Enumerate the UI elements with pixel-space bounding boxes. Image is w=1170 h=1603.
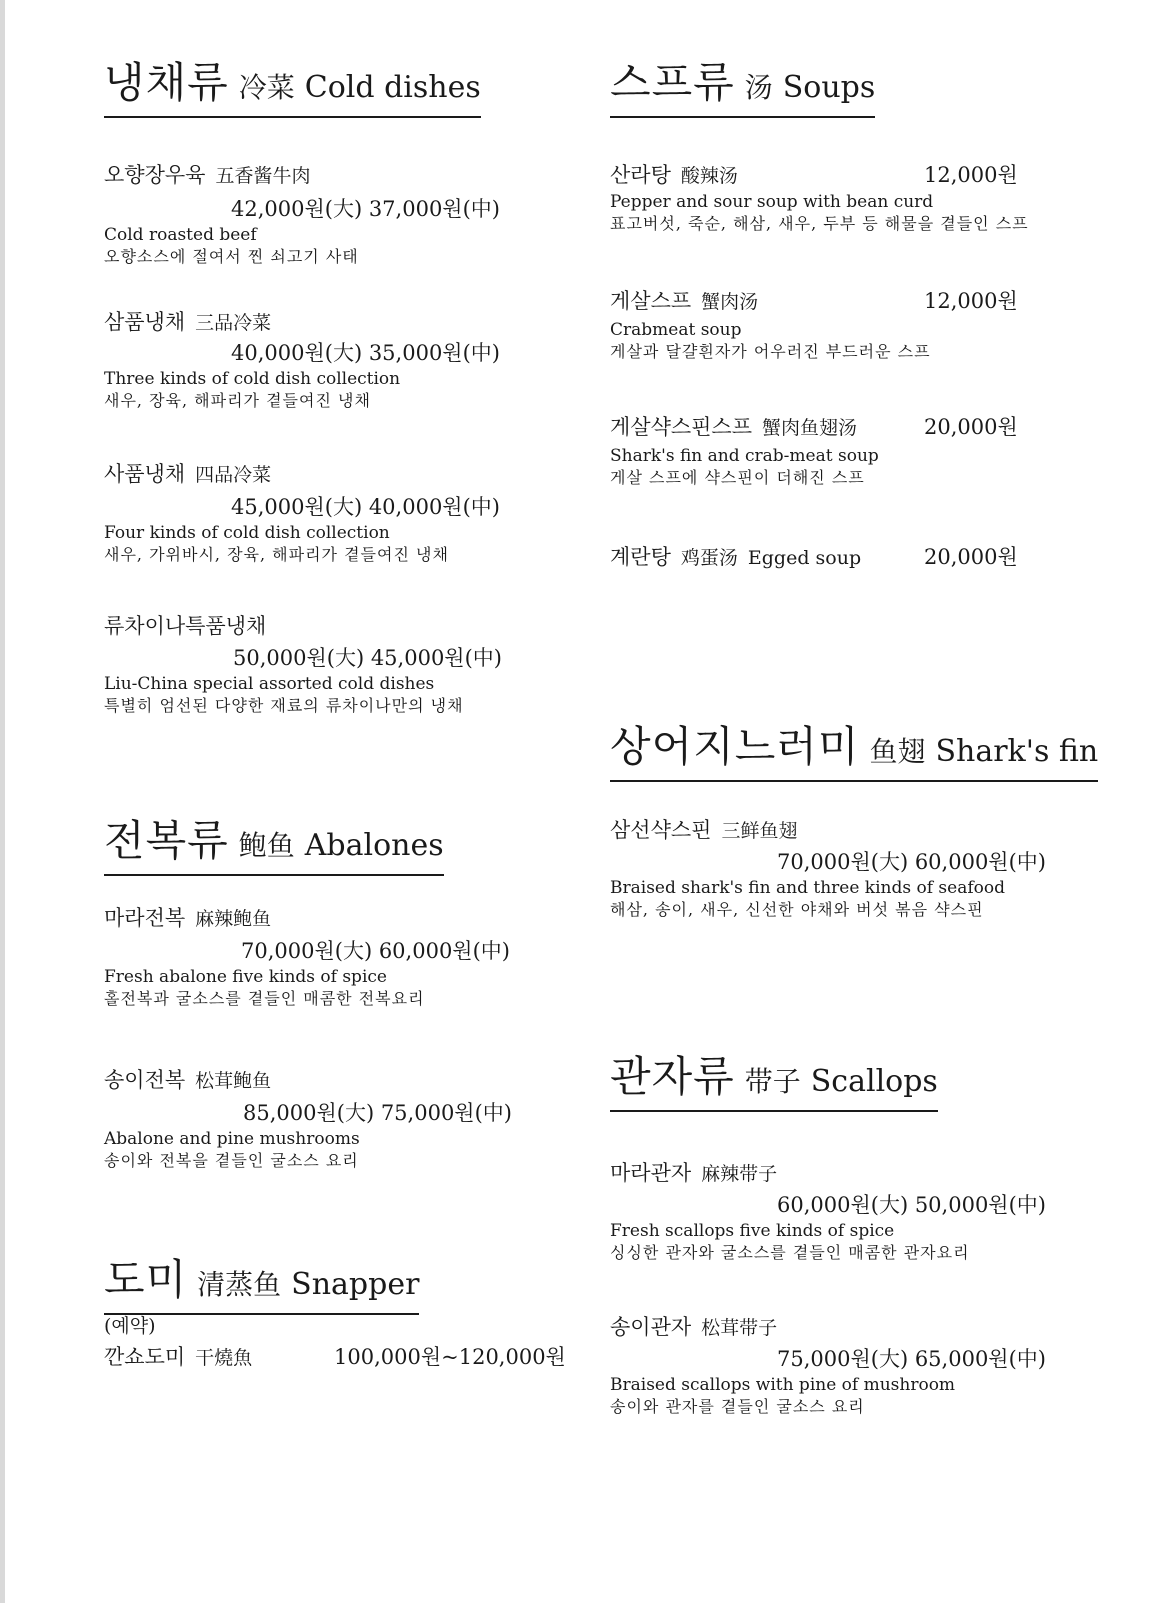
menu-item-pine-mushroom-scallops	[610, 1312, 1080, 1418]
section-sharks-fin	[610, 722, 1099, 782]
dish-name-ko: 오향장우육	[104, 163, 206, 187]
dish-description: 표고버섯, 죽순, 해삼, 새우, 두부 등 해물을 곁들인 스프	[610, 214, 1029, 233]
dish-name-zh: 酸辣汤	[680, 165, 738, 187]
dish-name-en: Cold roasted beef	[104, 225, 257, 245]
dish-description: 오향소스에 절여서 찐 쇠고기 사태	[104, 247, 359, 266]
dish-price: 20,000원	[924, 545, 1018, 569]
section-cold-dishes	[104, 60, 574, 118]
dish-name-en: Crabmeat soup	[610, 320, 742, 340]
dish-name-ko: 게살샥스핀스프	[610, 415, 753, 439]
dish-name-en: Liu-China special assorted cold dishes	[104, 674, 435, 694]
section-title: 냉채류 冷菜 Cold dishes	[104, 60, 481, 118]
page-left-edge	[0, 0, 5, 1603]
dish-price: 45,000원(大) 40,000원(中)	[231, 495, 500, 519]
dish-name-ko: 산라탕	[610, 163, 671, 187]
section-title: 전복류 鲍鱼 Abalones	[104, 818, 444, 876]
menu-item-sharkfin-crab-soup	[610, 412, 1080, 489]
dish-description: 게살과 달걀흰자가 어우러진 부드러운 스프	[610, 342, 931, 361]
dish-description: 홀전복과 굴소스를 곁들인 매콤한 전복요리	[104, 989, 425, 1008]
dish-price: 75,000원(大) 65,000원(中)	[777, 1347, 1046, 1371]
dish-name-ko: 게살스프	[610, 289, 692, 313]
dish-name-ko: 류차이나특품냉채	[104, 614, 267, 638]
dish-name-en: Abalone and pine mushrooms	[104, 1129, 360, 1149]
dish-name-zh: 五香酱牛肉	[215, 165, 311, 187]
dish-name-zh: 干燒魚	[195, 1347, 253, 1369]
dish-name-ko: 깐쇼도미	[104, 1345, 186, 1369]
dish-name-en: Pepper and sour soup with bean curd	[610, 192, 934, 212]
dish-name-zh: 三鲜鱼翅	[721, 820, 798, 842]
dish-name-ko: 삼선샥스핀	[610, 818, 712, 842]
menu-item-cold-roasted-beef	[104, 160, 574, 268]
menu-item-kkanshow-snapper	[104, 1342, 584, 1373]
section-title: 도미 清蒸鱼 Snapper	[104, 1257, 419, 1315]
dish-description: 해삼, 송이, 새우, 신선한 야채와 버섯 볶음 샥스핀	[610, 900, 984, 919]
dish-description: 새우, 장육, 해파리가 곁들여진 냉채	[104, 391, 371, 410]
menu-item-mara-scallops	[610, 1158, 1080, 1264]
section-abalones	[104, 818, 574, 876]
section-soups	[610, 60, 1080, 118]
menu-item-egg-soup	[610, 542, 1080, 573]
dish-price: 12,000원	[924, 289, 1018, 313]
dish-name-zh: 蟹肉鱼翅汤	[762, 417, 858, 439]
dish-name-ko: 계란탕	[610, 545, 671, 569]
snapper-reservation-note: (예약)	[104, 1315, 156, 1337]
dish-name-zh: 三品冷菜	[195, 312, 272, 334]
dish-description: 송이와 전복을 곁들인 굴소스 요리	[104, 1151, 359, 1170]
dish-price: 20,000원	[924, 415, 1018, 439]
dish-price: 40,000원(大) 35,000원(中)	[231, 341, 500, 365]
dish-name-en: Three kinds of cold dish collection	[104, 369, 401, 389]
section-title: 스프류 汤 Soups	[610, 60, 875, 118]
dish-name-zh: 麻辣鲍鱼	[195, 908, 272, 930]
dish-description: 새우, 가위바시, 장육, 해파리가 곁들여진 냉채	[104, 545, 449, 564]
dish-price: 60,000원(大) 50,000원(中)	[777, 1193, 1046, 1217]
dish-name-ko: 송이전복	[104, 1068, 186, 1092]
dish-price: 70,000원(大) 60,000원(中)	[777, 850, 1046, 874]
menu-item-mara-abalone	[104, 903, 574, 1010]
dish-name-zh: 蟹肉汤	[701, 291, 759, 313]
dish-description: 게살 스프에 샥스핀이 더해진 스프	[610, 468, 865, 487]
dish-name-en: Fresh abalone five kinds of spice	[104, 967, 387, 987]
dish-name-en: Braised shark's fin and three kinds of seafood	[610, 878, 1005, 898]
dish-name-ko: 마라전복	[104, 906, 186, 930]
dish-name-en: Braised scallops with pine of mushroom	[610, 1375, 956, 1395]
menu-item-three-delicacy-sharkfin	[610, 815, 1080, 921]
dish-name-zh: 四品冷菜	[195, 464, 272, 486]
dish-name-zh: 松茸鲍鱼	[195, 1070, 272, 1092]
menu-item-four-cold-dishes	[104, 459, 574, 566]
menu-item-liu-china-special	[104, 611, 574, 717]
section-snapper	[104, 1257, 574, 1315]
dish-name-zh: 松茸带子	[701, 1317, 778, 1339]
dish-description: 특별히 엄선된 다양한 재료의 류차이나만의 냉채	[104, 696, 464, 715]
dish-name-ko: 사품냉채	[104, 462, 186, 486]
menu-item-pine-mushroom-abalone	[104, 1065, 574, 1172]
menu-item-hot-sour-soup	[610, 160, 1080, 235]
dish-name-en: Shark's fin and crab-meat soup	[610, 446, 879, 466]
dish-price: 85,000원(大) 75,000원(中)	[243, 1101, 512, 1125]
menu-item-crabmeat-soup	[610, 286, 1080, 363]
dish-price: 50,000원(大) 45,000원(中)	[233, 646, 502, 670]
section-title: 상어지느러미 鱼翅 Shark's fin	[610, 724, 1098, 782]
section-title: 관자류 带子 Scallops	[610, 1054, 938, 1112]
dish-name-ko: 송이관자	[610, 1315, 692, 1339]
dish-name-en: Four kinds of cold dish collection	[104, 523, 390, 543]
dish-price: 12,000원	[924, 163, 1018, 187]
dish-price: 100,000원~120,000원	[334, 1345, 566, 1369]
dish-name-en: Fresh scallops five kinds of spice	[610, 1221, 895, 1241]
dish-description: 송이와 관자를 곁들인 굴소스 요리	[610, 1397, 865, 1416]
dish-name-ko: 마라관자	[610, 1161, 692, 1185]
dish-price: 42,000원(大) 37,000원(中)	[231, 197, 500, 221]
dish-name-ko: 삼품냉채	[104, 310, 186, 334]
dish-price: 70,000원(大) 60,000원(中)	[241, 939, 510, 963]
dish-name-zh: 鸡蛋汤	[680, 547, 738, 569]
dish-name-zh: 麻辣带子	[701, 1163, 778, 1185]
menu-item-three-cold-dishes	[104, 307, 574, 412]
dish-name-en: Egged soup	[747, 547, 862, 569]
section-scallops	[610, 1054, 1080, 1112]
dish-description: 싱싱한 관자와 굴소스를 곁들인 매콤한 관자요리	[610, 1243, 970, 1262]
